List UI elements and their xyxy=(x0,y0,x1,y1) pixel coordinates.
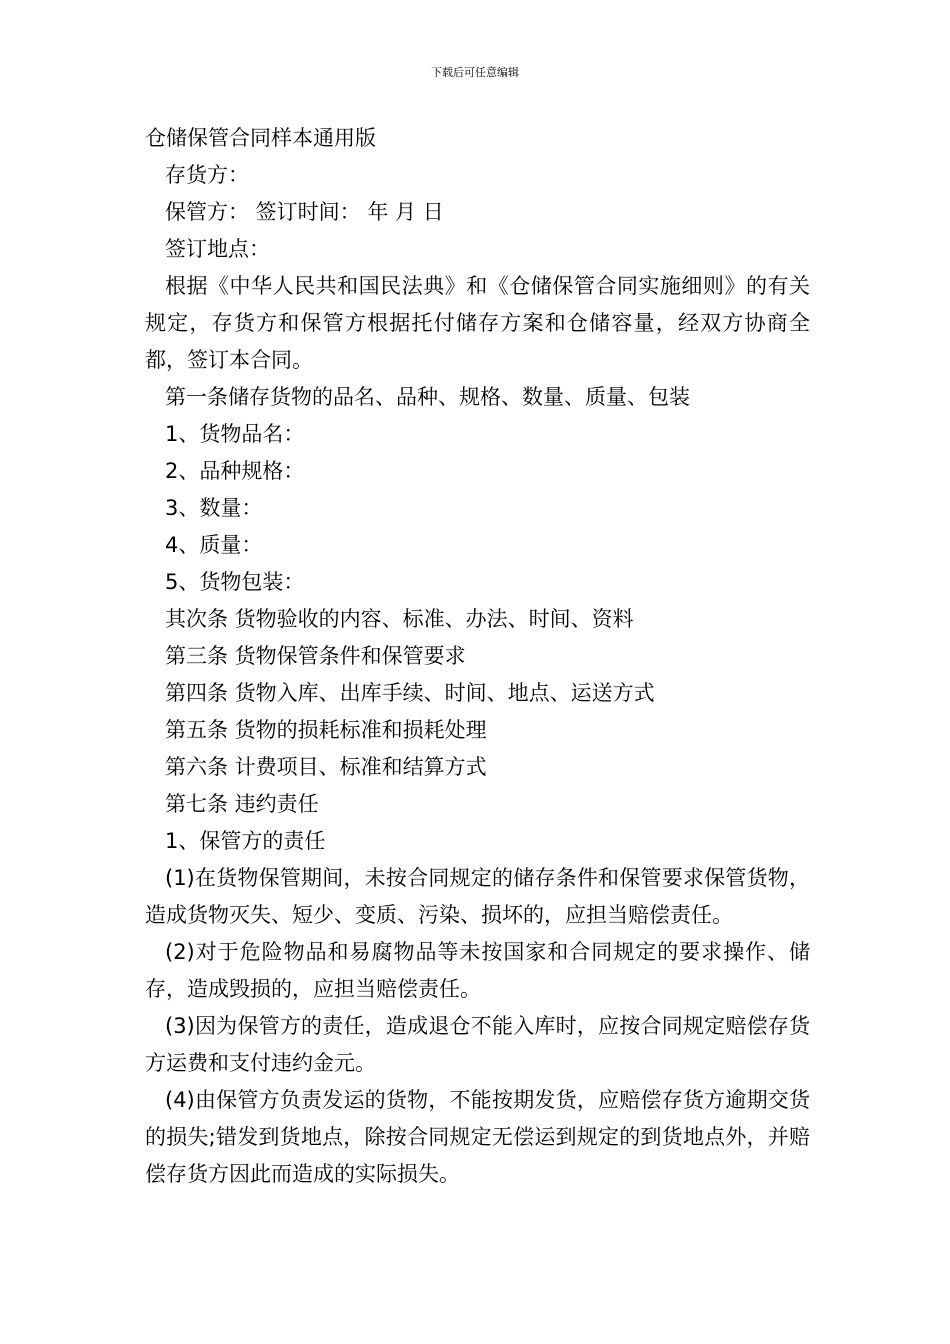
clause-paragraph: (3)因为保管方的责任，造成退仓不能入库时，应按合同规定赔偿存货方运费和支付违约金元。 xyxy=(145,1014,810,1075)
article-heading: 第三条 货物保管条件和保管要求 xyxy=(165,644,466,668)
clause-paragraph: (2)对于危险物品和易腐物品等未按国家和合同规定的要求操作、储存，造成毁损的，应担当赔偿责任。 xyxy=(145,940,810,1001)
article-heading: 第四条 货物入库、出库手续、时间、地点、运送方式 xyxy=(165,681,655,705)
intro-paragraph: 根据《中华人民共和国民法典》和《仓储保管合同实施细则》的有关规定，存货方和保管方根据托付储存方案和仓储容量，经双方协商全都，签订本合同。 xyxy=(145,274,810,372)
page-header-note: 下载后可任意编辑 xyxy=(431,66,519,79)
list-item: 3、数量： xyxy=(165,496,263,520)
list-item: 5、货物包装： xyxy=(165,570,305,594)
article-1-heading: 第一条储存货物的品名、品种、规格、数量、质量、包装 xyxy=(165,385,690,409)
article-heading: 第五条 货物的损耗标准和损耗处理 xyxy=(165,718,487,742)
article-heading: 其次条 货物验收的内容、标准、办法、时间、资料 xyxy=(165,607,634,631)
document-title: 仓储保管合同样本通用版 xyxy=(145,126,376,150)
list-item: 2、品种规格： xyxy=(165,459,305,483)
document-body xyxy=(145,120,810,1193)
custodian-signing-date-line: 保管方： 签订时间： 年 月 日 xyxy=(165,200,444,224)
depositor-line: 存货方： xyxy=(165,163,249,187)
article-heading: 第六条 计费项目、标准和结算方式 xyxy=(165,755,487,779)
signing-place-line: 签订地点： xyxy=(165,237,270,261)
custodian-responsibility-heading: 1、保管方的责任 xyxy=(165,829,326,853)
clause-paragraph: (1)在货物保管期间，未按合同规定的储存条件和保管要求保管货物，造成货物灭失、短少、变质、污染、损坏的，应担当赔偿责任。 xyxy=(145,866,810,927)
list-item: 1、货物品名： xyxy=(165,422,305,446)
article-heading: 第七条 违约责任 xyxy=(165,792,319,816)
list-item: 4、质量： xyxy=(165,533,263,557)
clause-paragraph: (4)由保管方负责发运的货物，不能按期发货，应赔偿存货方逾期交货的损失;错发到货地点，除按合同规定无偿运到规定的到货地点外，并赔偿存货方因此而造成的实际损失。 xyxy=(145,1088,810,1186)
